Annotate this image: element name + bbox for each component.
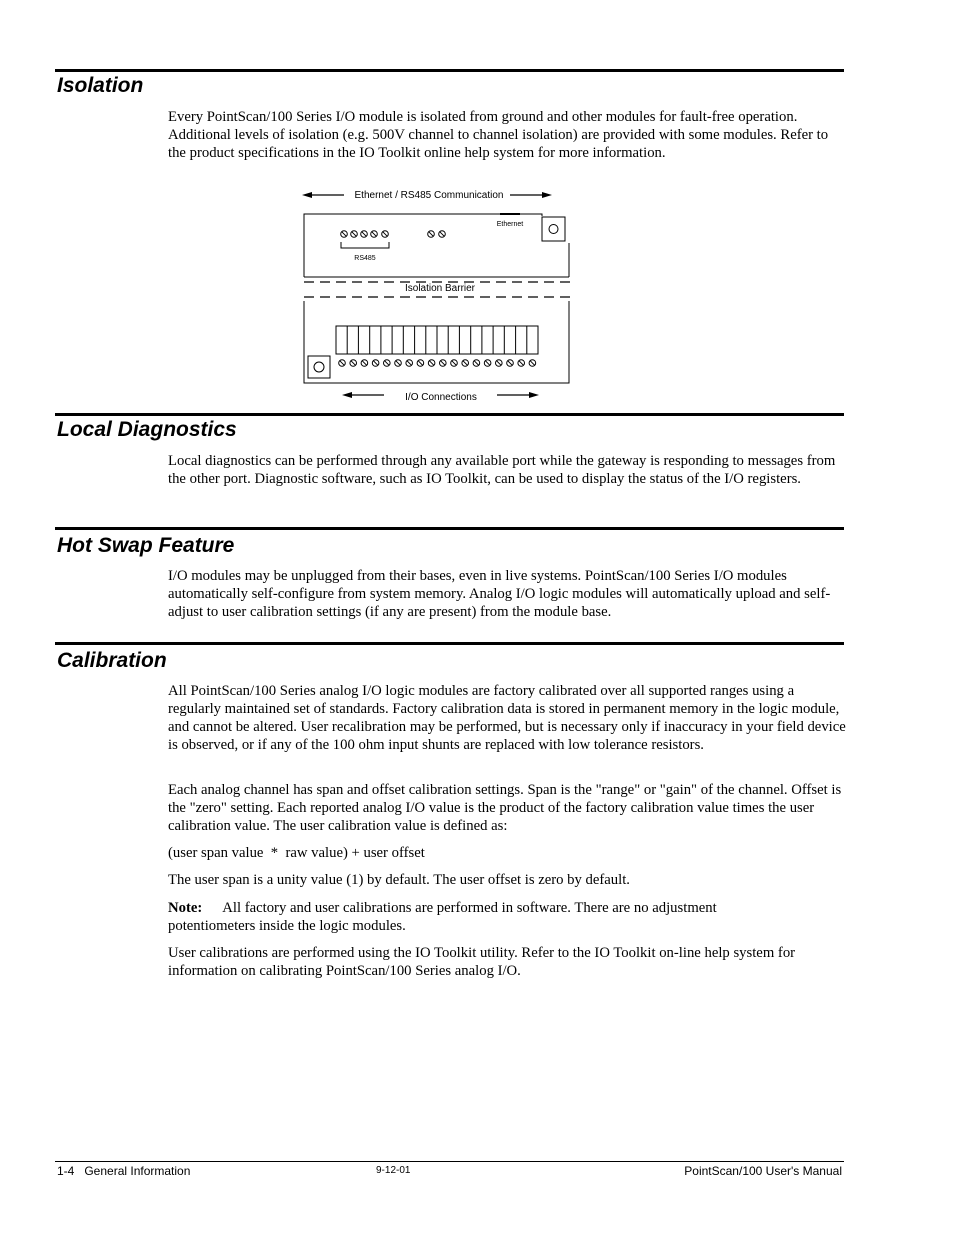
footer-date: 9-12-01 (376, 1165, 411, 1176)
calibration-paragraph-4: User calibrations are performed using the IO Toolkit utility. Refer to the IO Toolkit on-line help system for information on calibrating PointScan/100 Series analog I/O. (168, 945, 796, 979)
footer-right: PointScan/100 User's Manual (684, 1164, 842, 1178)
comm-label: Ethernet / RS485 Communication (354, 190, 504, 201)
section-rule (55, 642, 844, 645)
section-title-isolation: Isolation (57, 74, 144, 97)
io-terminals (339, 360, 536, 367)
section-title-hot-swap: Hot Swap Feature (57, 534, 235, 557)
footer-left: 1-4 General Information (57, 1164, 191, 1178)
rs485-label: RS485 (354, 255, 376, 262)
ethernet-label: Ethernet (496, 221, 524, 228)
logic-module-outline (304, 214, 569, 277)
note-text: All factory and user calibrations are performed in software. There are no adjustment potentiometers inside the logic modules. (168, 900, 717, 934)
section-rule (55, 527, 844, 530)
module-base-outline (304, 301, 569, 383)
rs485-terminals (341, 231, 446, 248)
calibration-note (168, 899, 768, 935)
local-diagnostics-paragraph: Local diagnostics can be performed through any available port while the gateway is responding to messages from the other port. Diagnostic software, such as IO Toolkit, can be used to display the status of the I/O registers. (168, 453, 836, 487)
note-label: Note: (168, 900, 203, 916)
section-rule (55, 69, 844, 72)
section-title-calibration: Calibration (57, 649, 167, 672)
isolation-barrier-label: Isolation Barrier (404, 283, 476, 294)
hot-swap-paragraph: I/O modules may be unplugged from their bases, even in live systems. PointScan/100 Series I/O modules automatically self-configure from system memory. Analog I/O logic modules will automatically upload and self-adjust to user calibration settings (if any are present) from the module base. (168, 568, 831, 620)
io-connections-label: I/O Connections (405, 392, 477, 403)
isolation-paragraph: Every PointScan/100 Series I/O module is isolated from ground and other modules for fault-free operation. Additional levels of isolation (e.g. 500V channel to channel isolation) are provided with some modules. Refer to the product specifications in the IO Toolkit online help system for more information. (168, 109, 829, 161)
footer-rule (55, 1161, 844, 1162)
section-title-local-diagnostics: Local Diagnostics (57, 418, 237, 441)
calibration-paragraph-1: All PointScan/100 Series analog I/O logic modules are factory calibrated over all supported ranges using a regularly maintained set of standards. Factory calibration data is stored in permanent memory in the logic module, and cannot be altered. User recalibration may be performed, but is necessary only if inaccuracy in your field device is observed, or if any of the 100 ohm input shunts are replaced with low tolerance resistors. (168, 683, 846, 753)
section-rule (55, 413, 844, 416)
calibration-paragraph-2: Each analog channel has span and offset calibration settings. Span is the "range" or "gain" of the channel. Offset is the "zero" setting. Each reported analog I/O value is the product of the factory calibration value times the user calibration value. The user calibration value is defined as: (168, 782, 842, 834)
calibration-formula: (user span value * raw value) + user offset (168, 845, 425, 861)
calibration-paragraph-3: The user span is a unity value (1) by default. The user offset is zero by default. (168, 872, 630, 888)
isolation-diagram (298, 185, 578, 405)
